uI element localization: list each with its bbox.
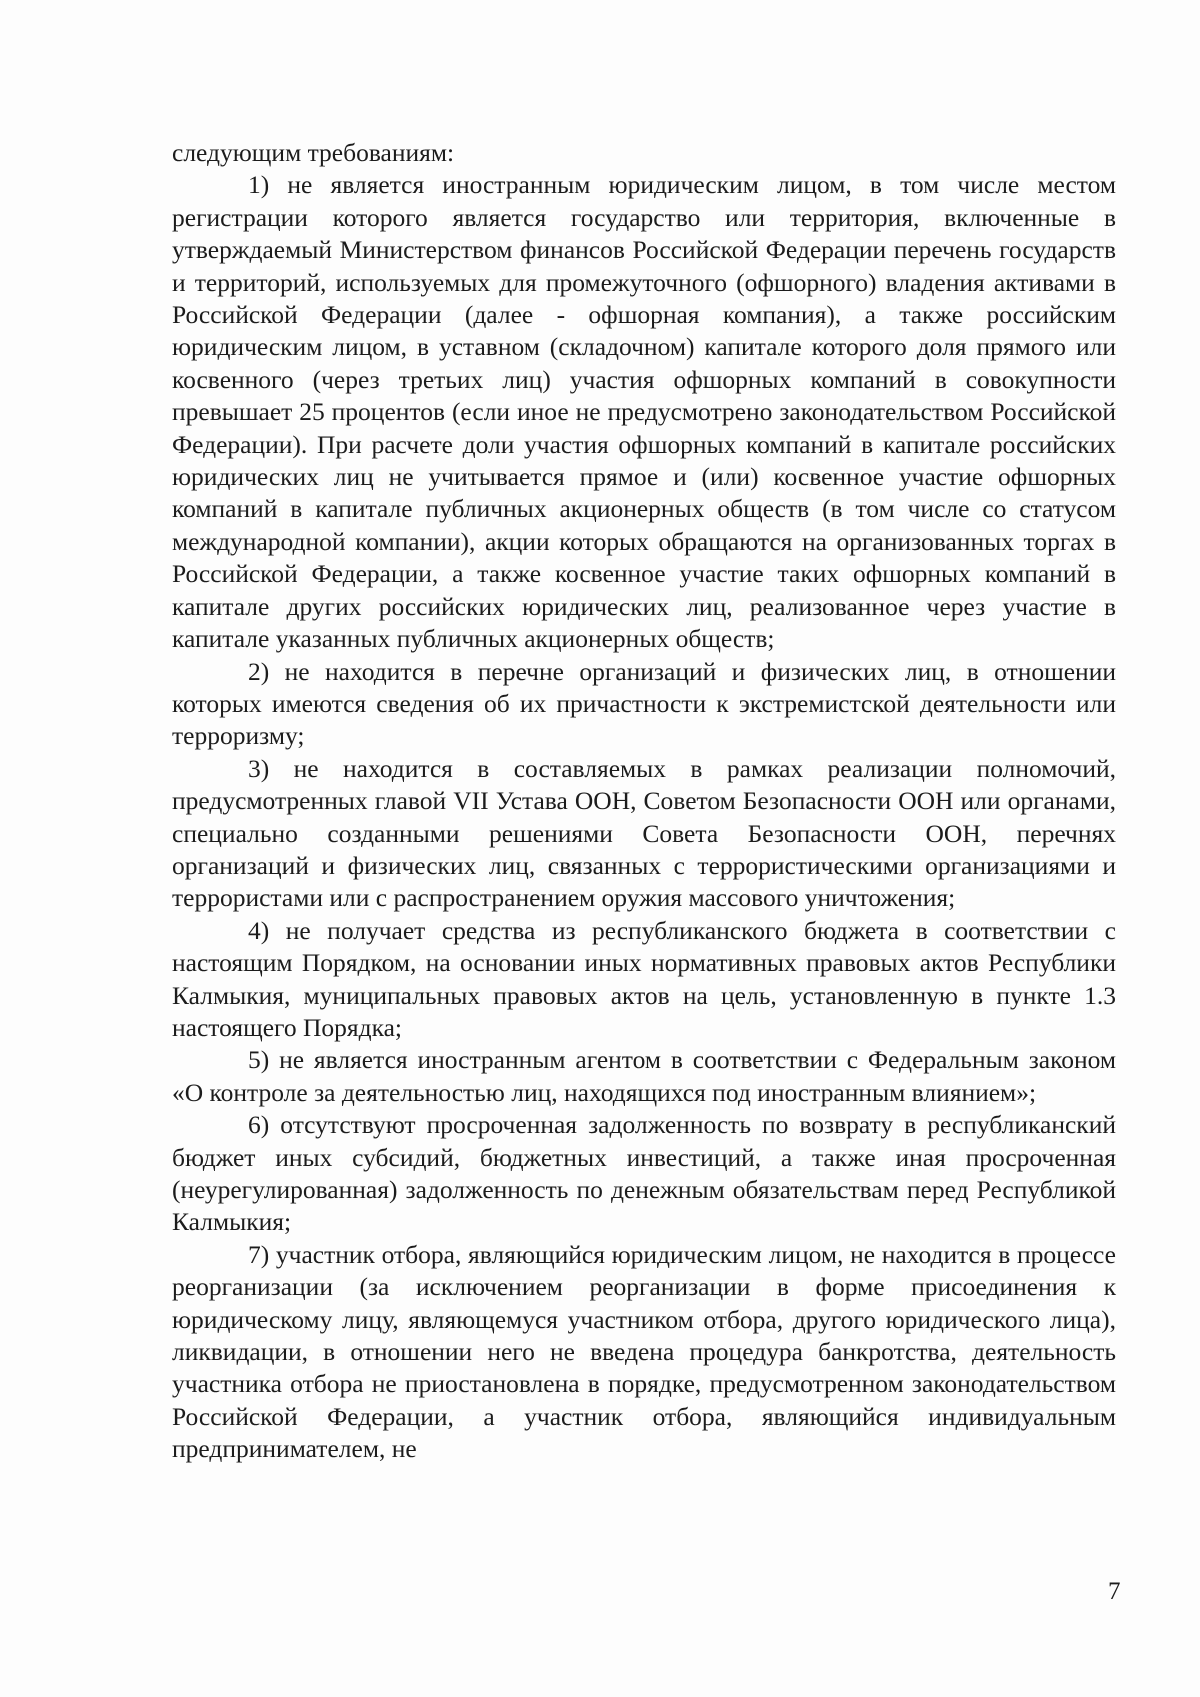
paragraph-item-3: 3) не находится в составляемых в рамках реализации полномочий, предусмотренных главой VII Устава ООН, Советом Безопасности ООН или органами, специально созданными решениями Совета Безопасности ООН, перечнях организаций и физических лиц, связанных с террористическими организациями и террористами или с распространением оружия массового уничтожения; xyxy=(172,753,1116,913)
paragraph-item-1: 1) не является иностранным юридическим лицом, в том числе местом регистрации которого является государство или территория, включенные в утверждаемый Министерством финансов Российской Федерации перечень государств и территорий, используемых для промежуточного (офшорного) владения активами в Российской Федерации (далее - офшорная компания), а также российским юридическим лицом, в уставном (складочном) капитале которого доля прямого или косвенного (через третьих лиц) участия офшорных компаний в совокупности превышает 25 процентов (если иное не предусмотрено законодательством Российской Федерации). При расчете доли участия офшорных компаний в капитале российских юридических лиц не учитывается прямое и (или) косвенное участие офшорных компаний в капитале публичных акционерных обществ (в том числе со статусом международной компании), акции которых обращаются на организованных торгах в Российской Федерации, а также косвенное участие таких офшорных компаний в капитале других российских юридических лиц, реализованное через участие в капитале указанных публичных акционерных обществ; xyxy=(172,170,1116,654)
document-body xyxy=(172,137,1116,1466)
page-number: 7 xyxy=(1108,1578,1121,1605)
paragraph-item-4: 4) не получает средства из республиканского бюджета в соответствии с настоящим Порядком, на основании иных нормативных правовых актов Республики Калмыкия, муниципальных правовых актов на цель, установленную в пункте 1.3 настоящего Порядка; xyxy=(172,915,1116,1042)
paragraph-intro: следующим требованиям: xyxy=(172,138,455,167)
paragraph-item-5: 5) не является иностранным агентом в соответствии с Федеральным законом «О контроле за деятельностью лиц, находящихся под иностранным влиянием»; xyxy=(172,1045,1116,1107)
paragraph-item-2: 2) не находится в перечне организаций и физических лиц, в отношении которых имеются сведения об их причастности к экстремистской деятельности или терроризму; xyxy=(172,656,1116,751)
paragraph-item-6: 6) отсутствуют просроченная задолженность по возврату в республиканский бюджет иных субсидий, бюджетных инвестиций, а также иная просроченная (неурегулированная) задолженность по денежным обязательствам перед Республикой Калмыкия; xyxy=(172,1110,1116,1237)
paragraph-item-7: 7) участник отбора, являющийся юридическим лицом, не находится в процессе реорганизации (за исключением реорганизации в форме присоединения к юридическому лицу, являющемуся участником отбора, другого юридического лица), ликвидации, в отношении него не введена процедура банкротства, деятельность участника отбора не приостановлена в порядке, предусмотренном законодательством Российской Федерации, а участник отбора, являющийся индивидуальным предпринимателем, не xyxy=(172,1239,1116,1464)
